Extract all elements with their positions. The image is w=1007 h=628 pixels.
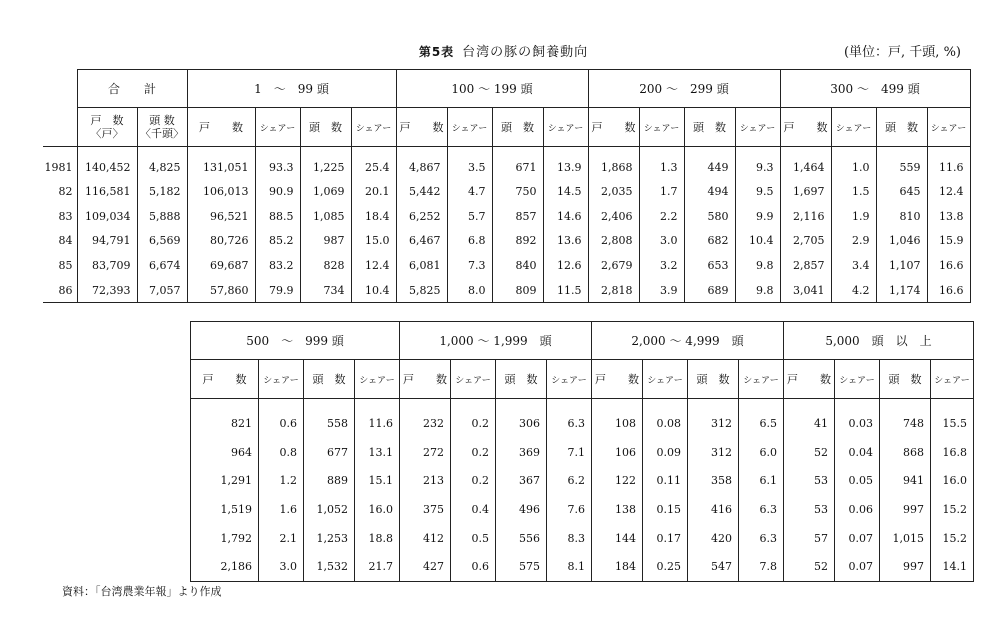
data-cell: 1.2: [259, 466, 304, 495]
group-header: 1,000 ～ 1,999 頭: [400, 322, 592, 360]
data-cell: 3,041: [780, 278, 831, 303]
data-cell: 14.1: [931, 552, 974, 581]
table-row: [43, 278, 970, 303]
data-cell: 892: [492, 228, 543, 253]
data-cell: 0.6: [451, 552, 496, 581]
unit-note: (単位：戸, 千頭, %): [843, 45, 961, 60]
data-cell: 85.2: [255, 228, 300, 253]
data-cell: 367: [496, 466, 547, 495]
data-cell: 16.6: [927, 253, 970, 278]
data-cell: 1,792: [191, 524, 259, 553]
data-cell: 449: [684, 147, 735, 180]
sub-header: シェアー: [259, 360, 304, 399]
sub-header: シェアー: [643, 360, 688, 399]
data-cell: 69,687: [187, 253, 255, 278]
sub-header: 頭 数: [492, 108, 543, 147]
data-cell: 53: [784, 495, 835, 524]
data-cell: 369: [496, 438, 547, 467]
data-cell: 15.2: [931, 495, 974, 524]
data-cell: 0.04: [835, 438, 880, 467]
sub-header: シェアー: [739, 360, 784, 399]
data-cell: 2,035: [588, 179, 639, 204]
data-cell: 889: [304, 466, 355, 495]
data-cell: 106: [592, 438, 643, 467]
data-cell: 1.0: [831, 147, 876, 180]
data-cell: 306: [496, 399, 547, 438]
data-cell: 3.0: [639, 228, 684, 253]
data-cell: 2,186: [191, 552, 259, 581]
data-cell: 734: [300, 278, 351, 303]
data-cell: 5,888: [137, 204, 187, 229]
data-cell: 645: [876, 179, 927, 204]
table-title-text: 台湾の豚の飼養動向: [462, 45, 589, 60]
data-cell: 12.6: [543, 253, 588, 278]
data-cell: 122: [592, 466, 643, 495]
pig-table-lower: [190, 321, 974, 582]
data-cell: 0.15: [643, 495, 688, 524]
data-cell: 2,116: [780, 204, 831, 229]
data-cell: 1,174: [876, 278, 927, 303]
data-cell: 72,393: [77, 278, 137, 303]
data-cell: 677: [304, 438, 355, 467]
data-cell: 1.7: [639, 179, 684, 204]
data-cell: 41: [784, 399, 835, 438]
data-cell: 750: [492, 179, 543, 204]
data-cell: 810: [876, 204, 927, 229]
data-cell: 13.8: [927, 204, 970, 229]
data-cell: 16.0: [931, 466, 974, 495]
data-cell: 6.3: [739, 524, 784, 553]
data-cell: 5,182: [137, 179, 187, 204]
sub-header: シェアー: [451, 360, 496, 399]
year-cell: 82: [43, 179, 77, 204]
sub-header: 頭 数: [300, 108, 351, 147]
sub-header: 頭 数: [880, 360, 931, 399]
data-cell: 4.2: [831, 278, 876, 303]
data-cell: 83.2: [255, 253, 300, 278]
data-cell: 1,052: [304, 495, 355, 524]
data-cell: 0.06: [835, 495, 880, 524]
data-cell: 0.08: [643, 399, 688, 438]
data-cell: 18.8: [355, 524, 400, 553]
sub-header: シェアー: [255, 108, 300, 147]
year-cell: 86: [43, 278, 77, 303]
data-cell: 0.03: [835, 399, 880, 438]
data-cell: 3.0: [259, 552, 304, 581]
data-cell: 682: [684, 228, 735, 253]
data-cell: 0.5: [451, 524, 496, 553]
year-cell: 1981: [43, 147, 77, 180]
data-cell: 11.6: [927, 147, 970, 180]
data-cell: 412: [400, 524, 451, 553]
data-cell: 15.1: [355, 466, 400, 495]
data-cell: 7.1: [547, 438, 592, 467]
data-cell: 0.17: [643, 524, 688, 553]
data-cell: 547: [688, 552, 739, 581]
data-cell: 8.0: [447, 278, 492, 303]
data-cell: 1,107: [876, 253, 927, 278]
data-cell: 138: [592, 495, 643, 524]
data-cell: 6.3: [739, 495, 784, 524]
data-cell: 0.2: [451, 399, 496, 438]
data-cell: 312: [688, 399, 739, 438]
table-number: 第5表: [418, 45, 455, 59]
source-note: 資料：「台湾農業年報」より作成: [62, 585, 222, 598]
data-cell: 1,532: [304, 552, 355, 581]
group-header: 5,000 頭 以 上: [784, 322, 974, 360]
data-cell: 94,791: [77, 228, 137, 253]
group-header: 500 ～ 999 頭: [191, 322, 400, 360]
data-cell: 6,569: [137, 228, 187, 253]
data-cell: 3.9: [639, 278, 684, 303]
data-cell: 14.5: [543, 179, 588, 204]
data-cell: 116,581: [77, 179, 137, 204]
data-cell: 15.5: [931, 399, 974, 438]
data-cell: 21.7: [355, 552, 400, 581]
data-cell: 0.6: [259, 399, 304, 438]
data-cell: 16.0: [355, 495, 400, 524]
data-cell: 79.9: [255, 278, 300, 303]
data-cell: 1,069: [300, 179, 351, 204]
data-cell: 941: [880, 466, 931, 495]
data-cell: 2,818: [588, 278, 639, 303]
sub-header: 戸 数: [400, 360, 451, 399]
sub-header: 頭 数: [496, 360, 547, 399]
sub-header: 戸 数: [780, 108, 831, 147]
data-cell: 6,252: [396, 204, 447, 229]
year-cell: 83: [43, 204, 77, 229]
table-row: [191, 495, 974, 524]
table-row: [43, 228, 970, 253]
data-cell: 0.09: [643, 438, 688, 467]
year-cell: 85: [43, 253, 77, 278]
data-cell: 987: [300, 228, 351, 253]
data-cell: 12.4: [927, 179, 970, 204]
data-cell: 52: [784, 552, 835, 581]
data-cell: 1.9: [831, 204, 876, 229]
data-cell: 108: [592, 399, 643, 438]
data-cell: 6.8: [447, 228, 492, 253]
data-cell: 420: [688, 524, 739, 553]
data-cell: 1.6: [259, 495, 304, 524]
data-cell: 16.8: [931, 438, 974, 467]
data-cell: 2,857: [780, 253, 831, 278]
sub-header: 戸 数: [588, 108, 639, 147]
sub-header: シェアー: [831, 108, 876, 147]
group-header: 2,000 ～ 4,999 頭: [592, 322, 784, 360]
data-cell: 144: [592, 524, 643, 553]
data-cell: 0.8: [259, 438, 304, 467]
sub-header: シェアー: [547, 360, 592, 399]
data-cell: 18.4: [351, 204, 396, 229]
data-cell: 828: [300, 253, 351, 278]
data-cell: 8.1: [547, 552, 592, 581]
data-cell: 7.6: [547, 495, 592, 524]
data-cell: 2,808: [588, 228, 639, 253]
table-row: [191, 466, 974, 495]
data-cell: 1,225: [300, 147, 351, 180]
sub-header: 頭 数: [684, 108, 735, 147]
data-cell: 6.0: [739, 438, 784, 467]
data-cell: 4,867: [396, 147, 447, 180]
sub-header: 頭 数: [876, 108, 927, 147]
data-cell: 11.6: [355, 399, 400, 438]
data-cell: 57,860: [187, 278, 255, 303]
data-cell: 7.3: [447, 253, 492, 278]
sub-header: シェアー: [543, 108, 588, 147]
data-cell: 375: [400, 495, 451, 524]
data-cell: 5.7: [447, 204, 492, 229]
data-cell: 2.2: [639, 204, 684, 229]
table-row: [43, 147, 970, 180]
data-cell: 14.6: [543, 204, 588, 229]
sub-header: 頭 数: [688, 360, 739, 399]
data-cell: 840: [492, 253, 543, 278]
data-cell: 16.6: [927, 278, 970, 303]
data-cell: 13.6: [543, 228, 588, 253]
data-cell: 416: [688, 495, 739, 524]
table-row: [191, 399, 974, 438]
data-cell: 12.4: [351, 253, 396, 278]
sub-header: 戸 数: [784, 360, 835, 399]
data-cell: 312: [688, 438, 739, 467]
data-cell: 358: [688, 466, 739, 495]
year-header: [43, 70, 77, 147]
data-cell: 90.9: [255, 179, 300, 204]
data-cell: 1,085: [300, 204, 351, 229]
data-cell: 0.2: [451, 466, 496, 495]
sub-header: シェアー: [735, 108, 780, 147]
data-cell: 6.2: [547, 466, 592, 495]
data-cell: 232: [400, 399, 451, 438]
data-cell: 9.8: [735, 278, 780, 303]
sub-header: シェアー: [351, 108, 396, 147]
group-header: 1 ～ 99 頭: [187, 70, 396, 108]
sub-header: シェアー: [931, 360, 974, 399]
data-cell: 0.25: [643, 552, 688, 581]
group-header: 200 ～ 299 頭: [588, 70, 780, 108]
data-cell: 2.9: [831, 228, 876, 253]
data-cell: 96,521: [187, 204, 255, 229]
data-cell: 93.3: [255, 147, 300, 180]
group-header: 300 ～ 499 頭: [780, 70, 970, 108]
data-cell: 3.2: [639, 253, 684, 278]
data-cell: 559: [876, 147, 927, 180]
data-cell: 6,081: [396, 253, 447, 278]
data-cell: 10.4: [735, 228, 780, 253]
data-cell: 1,464: [780, 147, 831, 180]
data-cell: 0.07: [835, 524, 880, 553]
table-row: [43, 204, 970, 229]
data-cell: 868: [880, 438, 931, 467]
data-cell: 2,679: [588, 253, 639, 278]
data-cell: 494: [684, 179, 735, 204]
data-cell: 0.05: [835, 466, 880, 495]
data-cell: 15.0: [351, 228, 396, 253]
data-cell: 1,868: [588, 147, 639, 180]
year-cell: 84: [43, 228, 77, 253]
data-cell: 109,034: [77, 204, 137, 229]
sub-header: 戸 数 〈戸〉: [77, 108, 137, 147]
data-cell: 13.9: [543, 147, 588, 180]
data-cell: 1.5: [831, 179, 876, 204]
table-row: [191, 524, 974, 553]
sub-header: 頭 数: [304, 360, 355, 399]
data-cell: 25.4: [351, 147, 396, 180]
data-cell: 1,046: [876, 228, 927, 253]
data-cell: 809: [492, 278, 543, 303]
data-cell: 8.3: [547, 524, 592, 553]
data-cell: 2,406: [588, 204, 639, 229]
sub-header: シェアー: [447, 108, 492, 147]
data-cell: 427: [400, 552, 451, 581]
data-cell: 653: [684, 253, 735, 278]
data-cell: 1,015: [880, 524, 931, 553]
sub-header: シェアー: [355, 360, 400, 399]
data-cell: 57: [784, 524, 835, 553]
table-row: [191, 438, 974, 467]
data-cell: 1,519: [191, 495, 259, 524]
data-cell: 1.3: [639, 147, 684, 180]
data-cell: 496: [496, 495, 547, 524]
group-header: 合 計: [77, 70, 187, 108]
data-cell: 0.4: [451, 495, 496, 524]
data-cell: 4,825: [137, 147, 187, 180]
data-cell: 2,705: [780, 228, 831, 253]
data-cell: 1,253: [304, 524, 355, 553]
data-cell: 13.1: [355, 438, 400, 467]
data-cell: 689: [684, 278, 735, 303]
sub-header: 戸 数: [592, 360, 643, 399]
data-cell: 857: [492, 204, 543, 229]
data-cell: 9.5: [735, 179, 780, 204]
data-cell: 1,697: [780, 179, 831, 204]
data-cell: 5,442: [396, 179, 447, 204]
data-cell: 9.8: [735, 253, 780, 278]
data-cell: 9.9: [735, 204, 780, 229]
data-cell: 53: [784, 466, 835, 495]
data-cell: 6.1: [739, 466, 784, 495]
sub-header: シェアー: [639, 108, 684, 147]
data-cell: 80,726: [187, 228, 255, 253]
data-cell: 6.5: [739, 399, 784, 438]
sub-header: 戸 数: [187, 108, 255, 147]
data-cell: 821: [191, 399, 259, 438]
sub-header: シェアー: [927, 108, 970, 147]
data-cell: 3.4: [831, 253, 876, 278]
data-cell: 6,467: [396, 228, 447, 253]
data-cell: 15.2: [931, 524, 974, 553]
data-cell: 83,709: [77, 253, 137, 278]
data-cell: 6,674: [137, 253, 187, 278]
pig-table-upper: [43, 69, 971, 303]
data-cell: 671: [492, 147, 543, 180]
sub-header: 頭 数 〈千頭〉: [137, 108, 187, 147]
data-cell: 7.8: [739, 552, 784, 581]
data-cell: 4.7: [447, 179, 492, 204]
table-row: [43, 253, 970, 278]
data-cell: 7,057: [137, 278, 187, 303]
data-cell: 9.3: [735, 147, 780, 180]
data-cell: 52: [784, 438, 835, 467]
sub-header: 戸 数: [396, 108, 447, 147]
data-cell: 748: [880, 399, 931, 438]
group-header: 100 ～ 199 頭: [396, 70, 588, 108]
data-cell: 964: [191, 438, 259, 467]
data-cell: 88.5: [255, 204, 300, 229]
data-cell: 131,051: [187, 147, 255, 180]
data-cell: 997: [880, 552, 931, 581]
data-cell: 106,013: [187, 179, 255, 204]
data-cell: 1,291: [191, 466, 259, 495]
data-cell: 213: [400, 466, 451, 495]
data-cell: 140,452: [77, 147, 137, 180]
data-cell: 2.1: [259, 524, 304, 553]
data-cell: 0.2: [451, 438, 496, 467]
sub-header: シェアー: [835, 360, 880, 399]
data-cell: 0.11: [643, 466, 688, 495]
data-cell: 575: [496, 552, 547, 581]
data-cell: 6.3: [547, 399, 592, 438]
sub-header: 戸 数: [191, 360, 259, 399]
data-cell: 10.4: [351, 278, 396, 303]
data-cell: 3.5: [447, 147, 492, 180]
data-cell: 997: [880, 495, 931, 524]
data-cell: 556: [496, 524, 547, 553]
data-cell: 0.07: [835, 552, 880, 581]
data-cell: 184: [592, 552, 643, 581]
data-cell: 20.1: [351, 179, 396, 204]
table-row: [43, 179, 970, 204]
data-cell: 11.5: [543, 278, 588, 303]
data-cell: 272: [400, 438, 451, 467]
data-cell: 15.9: [927, 228, 970, 253]
table-row: [191, 552, 974, 581]
data-cell: 5,825: [396, 278, 447, 303]
data-cell: 558: [304, 399, 355, 438]
data-cell: 580: [684, 204, 735, 229]
